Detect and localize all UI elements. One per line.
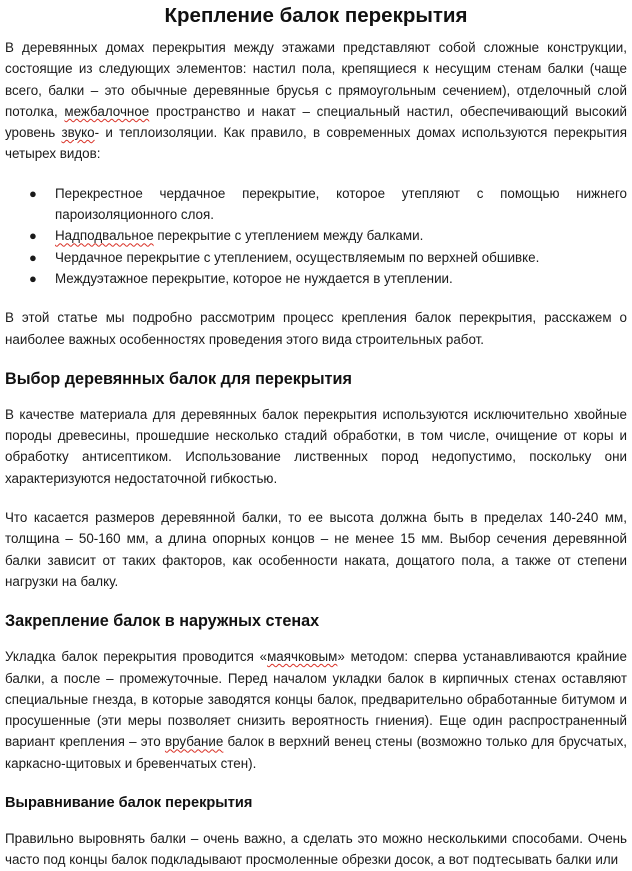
- bullet-icon: ●: [29, 249, 37, 265]
- section-heading-leveling: Выравнивание балок перекрытия: [5, 795, 253, 812]
- document-page: [5, 0, 627, 871]
- section1-paragraph-1: В качестве материала для деревянных балок перекрытия используются исключительно хвойные породы древесины, прошедшие несколько стадий обработки, в том числе, очищение от коры и обработку антисептиком. Использование лиственных пород недопустимо, поскольку они характеризуются недостаточной гибкостью.: [5, 406, 627, 486]
- list-item-text: перекрытие с утеплением между балками.: [153, 228, 424, 244]
- section2-text-part-3: балок в верхний венец стены (возможно только для брусчатых, каркасно-щитовых и бревенчатых стен).: [5, 734, 628, 771]
- section2-paragraph-1: [5, 646, 627, 774]
- section-heading-wall-fixing: Закрепление балок в наружных стенах: [5, 612, 320, 631]
- misspelled-word[interactable]: звуко: [61, 125, 95, 141]
- misspelled-word[interactable]: врубание: [164, 734, 224, 750]
- list-item: [5, 183, 627, 226]
- intro-text-part-3: - и теплоизоляции. Как правило, в современных домах используются перекрытия четырех видов:: [5, 125, 627, 162]
- bullet-icon: ●: [29, 185, 37, 201]
- intro-paragraph-2: В этой статье мы подробно рассмотрим процесс крепления балок перекрытия, расскажем о наиболее важных особенностях проведения этого вида строительных работ.: [5, 310, 627, 347]
- misspelled-word[interactable]: межбалочное: [64, 103, 150, 119]
- intro-text-part-2: пространство и накат – специальный настил, обеспечивающий высокий уровень: [5, 103, 627, 141]
- section2-text-part-1: Укладка балок перекрытия проводится «: [5, 649, 268, 665]
- list-item-text: Перекрестное чердачное перекрытие, которое утепляют с помощью нижнего пароизоляционного слоя.: [55, 185, 627, 223]
- bullet-icon: ●: [29, 228, 37, 244]
- list-item-text: Чердачное перекрытие с утеплением, осуществляемым по верхней обшивке.: [55, 249, 540, 265]
- list-item: [5, 247, 627, 268]
- intro-text-part-1: В деревянных домах перекрытия между этажами представляют собой сложные конструкции, состоящие из следующих элементов: настил пола, крепящиеся к несущим стенам балки (чаще всего, балки – это обычные деревянные брусья с прямоугольным сечением), отделочный слой потолка,: [5, 40, 627, 119]
- list-item: [5, 268, 627, 289]
- page-title: Крепление балок перекрытия: [164, 4, 468, 27]
- section3-paragraph-1: Правильно выровнять балки – очень важно, а сделать это можно несколькими способами. Очень часто под концы балок подкладывают просмоленные обрезки досок, а вот подтесывать балки или: [5, 831, 627, 868]
- list-item-text: Междуэтажное перекрытие, которое не нуждается в утеплении.: [55, 270, 453, 286]
- section-heading-beam-selection: Выбор деревянных балок для перекрытия: [5, 369, 352, 388]
- bullet-icon: ●: [29, 270, 37, 286]
- intro-paragraph-1: [5, 37, 627, 165]
- misspelled-word[interactable]: маячковым: [267, 649, 338, 665]
- section1-paragraph-2: Что касается размеров деревянной балки, то ее высота должна быть в пределах 140-240 мм, толщина – 50-160 мм, а длина опорных концов – не менее 15 мм. Выбор сечения деревянной балки зависит от таких факторов, как особенности наката, дощатого пола, а также от степени нагрузки на балку.: [5, 510, 627, 589]
- floor-types-list: [5, 183, 627, 289]
- list-item: [5, 225, 627, 246]
- section2-text-part-2: » методом: сперва устанавливаются крайние балки, а после – промежуточные. Перед началом укладки балок в кирпичных стенах оставляют специальные гнезда, в которые заводятся концы балок, предварительно обработанные битумом и просушенные (эти меры позволяет снизить вероятность гниения). Еще один распространенный вариант крепления – это: [5, 649, 627, 750]
- misspelled-word[interactable]: Надподвальное: [55, 228, 154, 244]
